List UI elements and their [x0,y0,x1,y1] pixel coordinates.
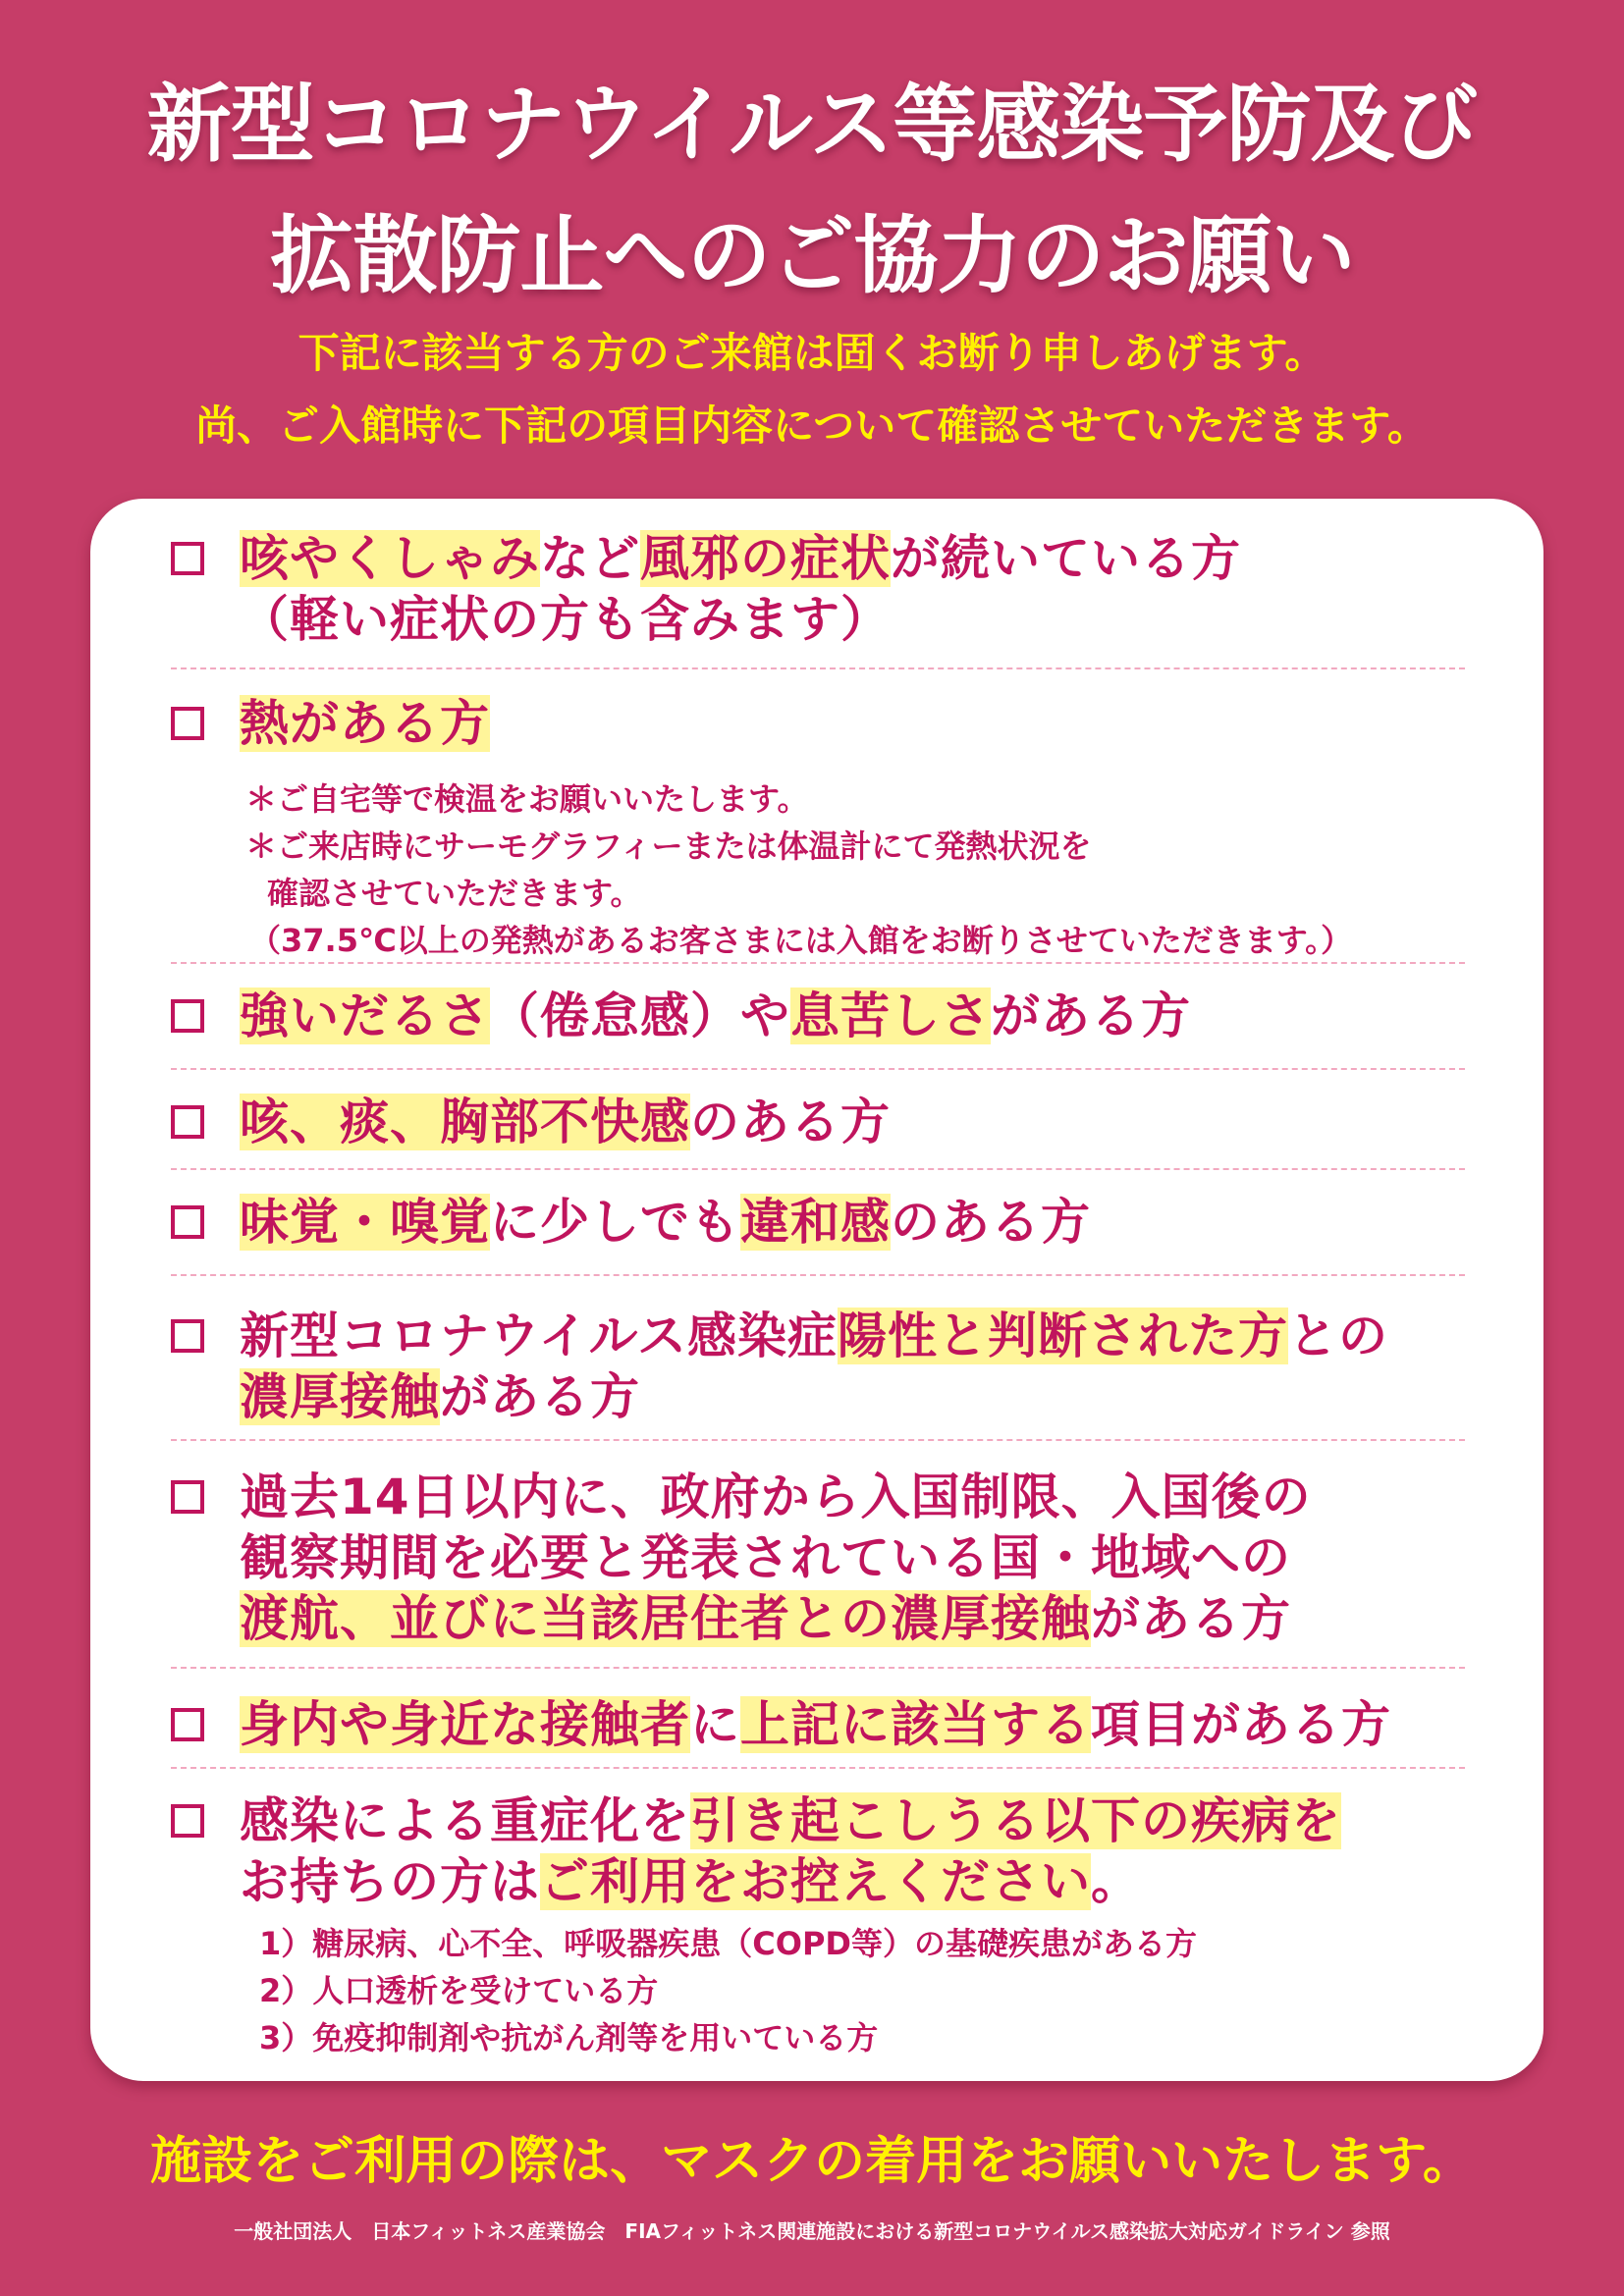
item-text: （倦怠感）や [490,988,790,1044]
item-text: のある方 [891,1194,1091,1251]
item-text-line [240,1790,1341,1851]
item-text-line [240,693,490,754]
guideline-reference: 一般社団法人 日本フィットネス産業協会 FIAフィットネス関連施設における新型コロナウイルス感染拡大対応ガイドライン 参照 [234,2219,1390,2243]
highlighted-text: ご利用をお控えください [540,1853,1091,1910]
checkbox-icon [171,1804,204,1838]
item-text-line [240,1467,1312,1527]
item-text-line [240,1092,891,1152]
highlighted-text: 味覚・嗅覚 [240,1194,490,1251]
item-text: （軽い症状の方も含みます） [240,591,891,648]
dashed-divider [171,1667,1465,1669]
highlighted-text: 渡航、並びに当該居住者との濃厚接触 [240,1590,1091,1647]
highlighted-text: 身内や身近な接触者 [240,1696,690,1753]
highlighted-text: 濃厚接触 [240,1368,440,1425]
highlighted-text: 引き起こしうる以下の疾病を [690,1792,1341,1849]
main-title-line-2: 拡散防止へのご協力のお願い [269,207,1355,305]
item-text-line [240,1694,1391,1755]
dashed-divider [171,1439,1465,1441]
item-text-line [240,986,1191,1046]
item-text-line [240,1192,1091,1253]
dashed-divider [171,1168,1465,1170]
main-title-line-1: 新型コロナウイルス等感染予防及び [146,76,1478,174]
item-text: に少しでも [490,1194,740,1251]
item-text: のある方 [690,1094,891,1150]
item-text: がある方 [440,1368,640,1425]
item-text: 過去14日以内に、政府から入国制限、入国後の [240,1468,1312,1525]
checkbox-icon [171,1708,204,1741]
dashed-divider [171,1274,1465,1276]
subtitle-line-2: 尚、ご入館時に下記の項目内容について確認させていただきます。 [195,401,1429,450]
dashed-divider [171,962,1465,964]
highlighted-text: 強いだるさ [240,988,490,1044]
item-text: 観察期間を必要と発表されている国・地域への [240,1529,1291,1586]
item-text: が続いている方 [891,530,1241,587]
item-note: ＊ご来店時にサーモグラフィーまたは体温計にて発熱状況を [245,828,1092,865]
highlighted-text: 陽性と判断された方 [838,1308,1288,1364]
checklist-card [90,499,1543,2081]
item-text: がある方 [1091,1590,1291,1647]
item-text: お持ちの方は [240,1853,540,1910]
checkbox-icon [171,1105,204,1139]
highlighted-text: 違和感 [740,1194,891,1251]
item-text-line [240,1306,1388,1366]
item-text-line [240,1851,1141,1912]
highlighted-text: 息苦しさ [790,988,991,1044]
checkbox-icon [171,1319,204,1353]
item-note: 1）糖尿病、心不全、呼吸器疾患（COPD等）の基礎疾患がある方 [259,1925,1197,1962]
highlighted-text: 風邪の症状 [640,530,891,587]
item-text: 。 [1091,1853,1141,1910]
subtitle-line-1: 下記に該当する方のご来館は固くお断り申しあげます。 [298,329,1326,377]
item-text-line [240,1366,640,1427]
highlighted-text: 咳やくしゃみ [240,530,540,587]
item-text: がある方 [991,988,1191,1044]
checkbox-icon [171,542,204,575]
highlighted-text: 熱がある方 [240,695,490,752]
item-text: 感染による重症化を [240,1792,690,1849]
item-text: に [690,1696,740,1753]
item-text-line [240,1527,1291,1588]
item-text: との [1288,1308,1388,1364]
item-text-line [240,528,1241,589]
mask-request-text: 施設をご利用の際は、マスクの着用をお願いいたします。 [150,2132,1474,2191]
checkbox-icon [171,1205,204,1239]
item-note: 3）免疫抑制剤や抗がん剤等を用いている方 [259,2019,879,2056]
checkbox-icon [171,1480,204,1514]
item-note: 2）人口透析を受けている方 [259,1972,659,2009]
highlighted-text: 咳、痰、胸部不快感 [240,1094,690,1150]
dashed-divider [171,667,1465,669]
item-note: 確認させていただきます。 [267,875,642,912]
checkbox-icon [171,707,204,740]
item-text-line [240,589,891,650]
item-text-line [240,1588,1291,1649]
item-text: など [540,530,640,587]
highlighted-text: 上記に該当する [740,1696,1091,1753]
dashed-divider [171,1767,1465,1769]
item-text: 新型コロナウイルス感染症 [240,1308,838,1364]
item-text: 項目がある方 [1091,1696,1391,1753]
checkbox-icon [171,999,204,1033]
dashed-divider [171,1068,1465,1070]
item-note: ＊ご自宅等で検温をお願いいたします。 [245,780,809,818]
item-note: （37.5℃以上の発熱があるお客さまには入館をお断りさせていただきます。） [249,922,1353,959]
